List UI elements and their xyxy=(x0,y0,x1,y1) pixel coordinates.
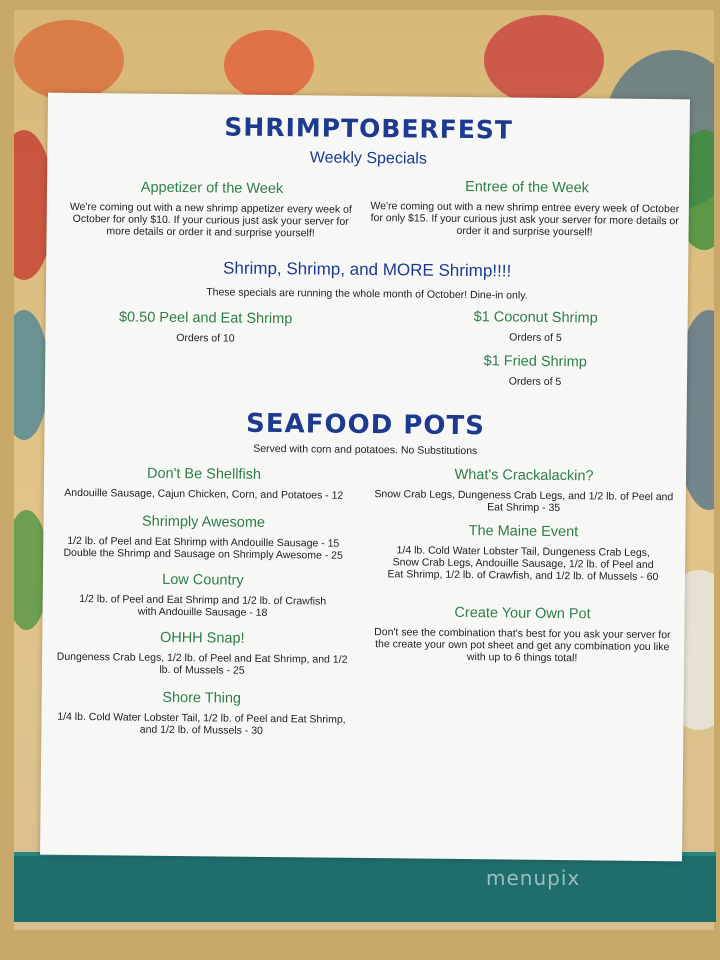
page-subtitle: Weekly Specials xyxy=(309,149,427,168)
pot-name: Shrimply Awesome xyxy=(141,513,266,531)
pot-description: Dungeness Crab Legs, 1/2 lb. of Peel and Eat Shrimp, and 1/2 lb. of Mussels - 25 xyxy=(56,650,348,677)
menu-sheet xyxy=(40,93,690,862)
pot-name: Shore Thing xyxy=(162,689,242,707)
pot-name: What's Crackalackin? xyxy=(454,466,594,485)
menu-item-detail: Orders of 10 xyxy=(176,331,235,345)
pot-name: The Maine Event xyxy=(468,523,579,541)
section-note: Served with corn and potatoes. No Substitutions xyxy=(253,442,478,458)
pot-name: Don't Be Shellfish xyxy=(146,465,262,483)
entree-heading: Entree of the Week xyxy=(465,179,590,197)
pot-description: 1/2 lb. of Peel and Eat Shrimp with Andouille Sausage - 15 Double the Shrimp and Sausage on Shrimply Awesome - 25 xyxy=(63,534,343,562)
section-title: SEAFOOD POTS xyxy=(245,408,486,442)
appetizer-heading: Appetizer of the Week xyxy=(140,179,284,198)
pot-description: Snow Crab Legs, Dungeness Crab Legs, and 1/2 lb. of Peel and Eat Shrimp - 35 xyxy=(374,488,674,515)
menu-item-name: $1 Coconut Shrimp xyxy=(473,309,598,327)
teal-band xyxy=(14,852,716,922)
pot-name: Create Your Own Pot xyxy=(454,604,591,623)
menu-item-name: $1 Fried Shrimp xyxy=(483,353,587,371)
menu-item-name: $0.50 Peel and Eat Shrimp xyxy=(118,309,293,328)
appetizer-text: We're coming out with a new shrimp appetizer every week of October for only $10. If your curious just ask your server for more details or order it and surprise yourself! xyxy=(69,200,352,240)
red-petal-shape xyxy=(484,15,604,105)
pot-description: Don't see the combination that's best for you ask your server for the create your own pot sheet and get any combination you like with up to 6 things total! xyxy=(374,626,671,665)
pot-description: 1/4 lb. Cold Water Lobster Tail, Dungeness Crab Legs, Snow Crab Legs, Andouille Sausage, 1/2 lb. of Peel and Eat Shrimp, 1/2 lb. of Crawfish, and 1/2 lb. of Mussels - 60 xyxy=(387,544,659,584)
menu-item-detail: Orders of 5 xyxy=(509,331,562,345)
pot-name: Low Country xyxy=(162,571,244,589)
page-title: SHRIMPTOBERFEST xyxy=(224,112,514,145)
entree-text: We're coming out with a new shrimp entree every week of October for only $15. If your curious just ask your server for more details or order it and surprise yourself! xyxy=(370,200,680,239)
red-leaf-shape xyxy=(224,30,314,100)
pot-description: Andouille Sausage, Cajun Chicken, Corn, and Potatoes - 12 xyxy=(64,486,344,502)
pot-name: OHHH Snap! xyxy=(159,629,245,647)
pot-description: 1/2 lb. of Peel and Eat Shrimp and 1/2 lb. of Crawfish with Andouille Sausage - 18 xyxy=(79,592,327,619)
watermark: menupix xyxy=(486,866,581,890)
orange-leaf-shape xyxy=(14,20,124,100)
pot-description: 1/4 lb. Cold Water Lobster Tail, 1/2 lb. of Peel and Eat Shrimp, and 1/2 lb. of Mussels - 30 xyxy=(57,710,346,737)
shrimp-note: These specials are running the whole month of October! Dine-in only. xyxy=(206,286,528,302)
shrimp-heading: Shrimp, Shrimp, and MORE Shrimp!!!! xyxy=(223,258,512,281)
menu-item-detail: Orders of 5 xyxy=(508,375,562,389)
